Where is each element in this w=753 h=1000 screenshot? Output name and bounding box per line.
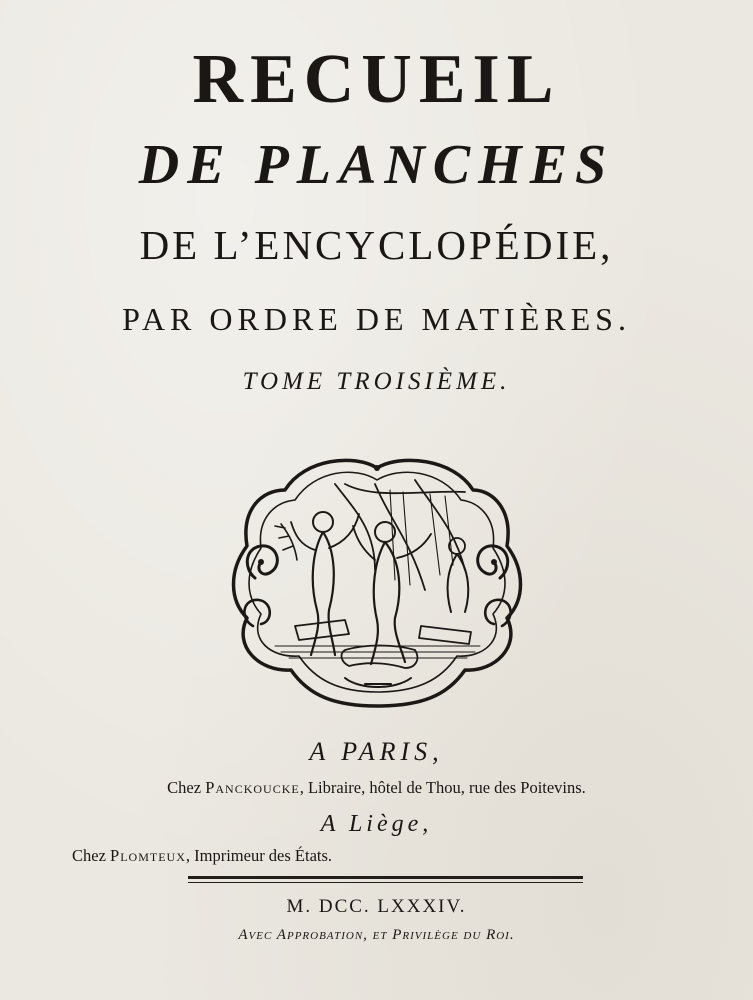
imprint-paris-post: , Libraire, hôtel de Thou, rue des Poitevins. — [299, 778, 586, 797]
privilege-line: Avec Approbation, et Privilège du Roi. — [238, 927, 515, 943]
imprint-liege: A Liège, — [320, 811, 433, 837]
title-de-planches: DE PLANCHES — [138, 134, 615, 196]
divider-rule — [188, 876, 583, 879]
title-recueil: RECUEIL — [192, 41, 561, 118]
publication-date: M. DCC. LXXXIV. — [286, 896, 467, 917]
divider-rule-thin — [188, 882, 583, 883]
imprint-liege-printer — [72, 843, 332, 869]
engraved-vignette-icon — [225, 450, 530, 708]
volume-label: TOME TROISIÈME. — [242, 368, 511, 395]
printer-name: Plomteux — [110, 846, 186, 865]
imprint-liege-post: , Imprimeur des États. — [185, 846, 333, 865]
title-encyclopedie: DE L’ENCYCLOPÉDIE, — [139, 222, 614, 268]
imprint-paris-publisher — [0, 775, 753, 801]
imprint-liege-pre: Chez — [72, 846, 111, 865]
imprint-paris-pre: Chez — [167, 778, 206, 797]
publisher-name: Panckoucke — [205, 778, 300, 797]
title-par-ordre: PAR ORDRE DE MATIÈRES. — [122, 301, 631, 337]
imprint-paris: A PARIS, — [309, 737, 444, 766]
